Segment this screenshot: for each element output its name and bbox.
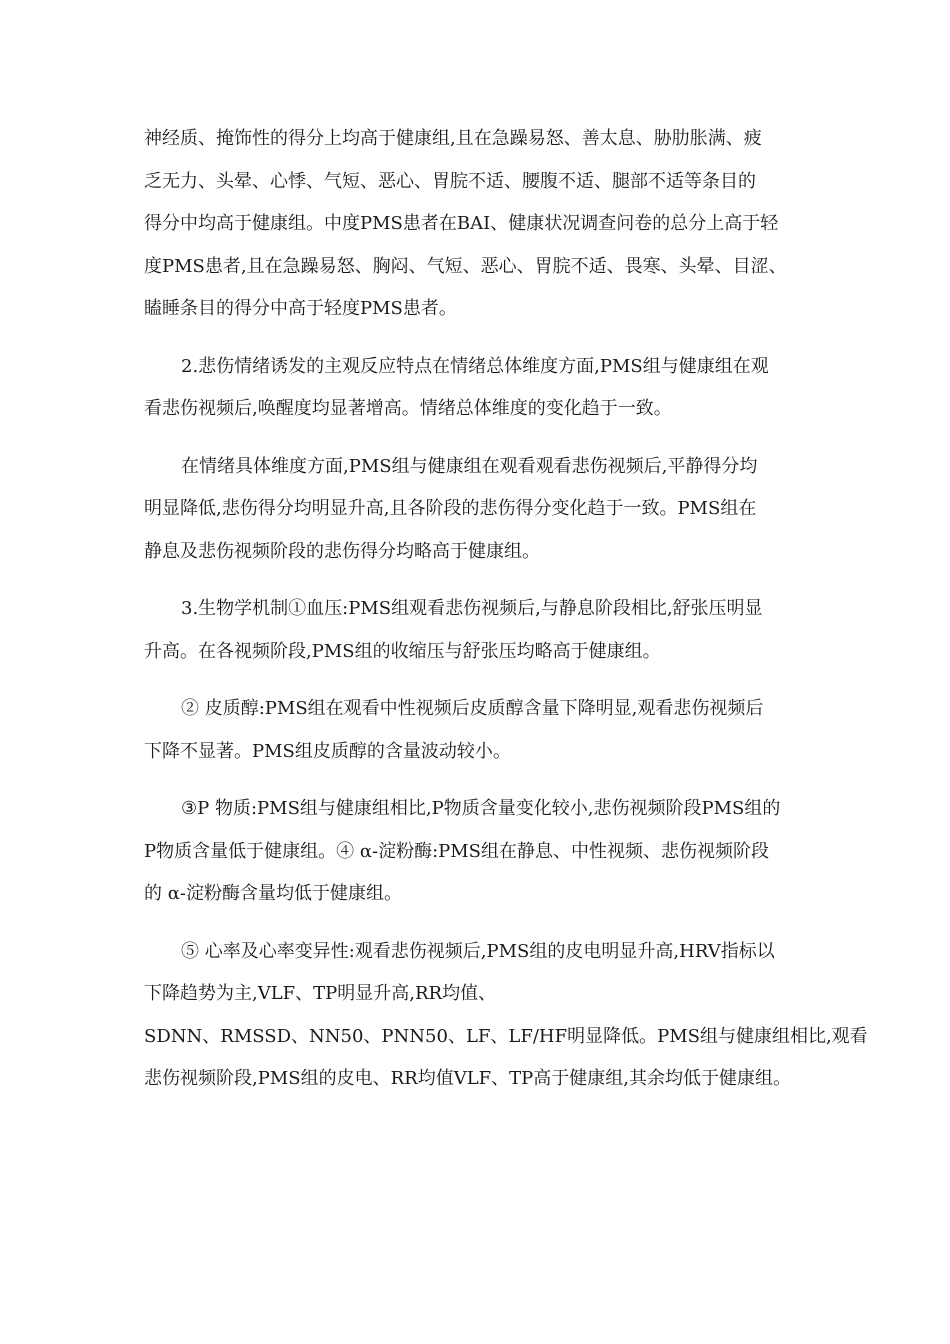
paragraph-6 (144, 788, 824, 916)
text-line: 在情绪具体维度方面,PMS组与健康组在观看观看悲伤视频后,平静得分均 (181, 455, 758, 477)
text-line: 3.生物学机制①血压:PMS组观看悲伤视频后,与静息阶段相比,舒张压明显 (181, 598, 763, 619)
paragraph-7 (144, 931, 868, 1101)
text-line: 得分中均高于健康组。中度PMS患者在BAI、健康状况调查问卷的总分上高于轻 (144, 213, 779, 234)
text-line: SDNN、RMSSD、NN50、PNN50、LF、LF/HF明显降低。PMS组与健康组相比,观看 (144, 1025, 868, 1047)
text-line: 的 α-淀粉酶含量均低于健康组。 (144, 883, 402, 904)
text-line: 下降趋势为主,VLF、TP明显升高,RR均值、 (144, 983, 497, 1004)
text-line: 明显降低,悲伤得分均明显升高,且各阶段的悲伤得分变化趋于一致。PMS组在 (144, 498, 757, 519)
body-text (144, 118, 868, 1116)
text-line: 静息及悲伤视频阶段的悲伤得分均略高于健康组。 (144, 540, 540, 562)
text-line: 乏无力、头晕、心悸、气短、恶心、胃脘不适、腰腹不适、腿部不适等条目的 (144, 170, 756, 192)
text-line: 度PMS患者,且在急躁易怒、胸闷、气短、恶心、胃脘不适、畏寒、头晕、目涩、 (144, 255, 787, 277)
text-line: 升高。在各视频阶段,PMS组的收缩压与舒张压均略高于健康组。 (144, 640, 661, 662)
text-line: 悲伤视频阶段,PMS组的皮电、RR均值VLF、TP高于健康组,其余均低于健康组。 (144, 1068, 791, 1089)
text-line: ② 皮质醇:PMS组在观看中性视频后皮质醇含量下降明显,观看悲伤视频后 (181, 698, 764, 719)
text-line: 瞌睡条目的得分中高于轻度PMS患者。 (144, 298, 457, 319)
paragraph-4 (144, 588, 824, 673)
text-line: 神经质、掩饰性的得分上均高于健康组,且在急躁易怒、善太息、胁肋胀满、疲 (144, 128, 762, 149)
paragraph-2 (144, 346, 824, 431)
text-line: 看悲伤视频后,唤醒度均显著增高。情绪总体维度的变化趋于一致。 (144, 398, 672, 419)
paragraph-3 (144, 446, 824, 574)
text-line: 下降不显著。PMS组皮质醇的含量波动较小。 (144, 740, 511, 762)
text-line: ⑤ 心率及心率变异性:观看悲伤视频后,PMS组的皮电明显升高,HRV指标以 (181, 940, 775, 962)
paragraph-1 (144, 118, 824, 331)
text-line: 2.悲伤情绪诱发的主观反应特点在情绪总体维度方面,PMS组与健康组在观 (181, 355, 769, 377)
paragraph-5 (144, 688, 824, 773)
text-line: ③P 物质:PMS组与健康组相比,P物质含量变化较小,悲伤视频阶段PMS组的 (181, 798, 781, 819)
text-line: P物质含量低于健康组。④ α-淀粉酶:PMS组在静息、中性视频、悲伤视频阶段 (144, 840, 770, 862)
